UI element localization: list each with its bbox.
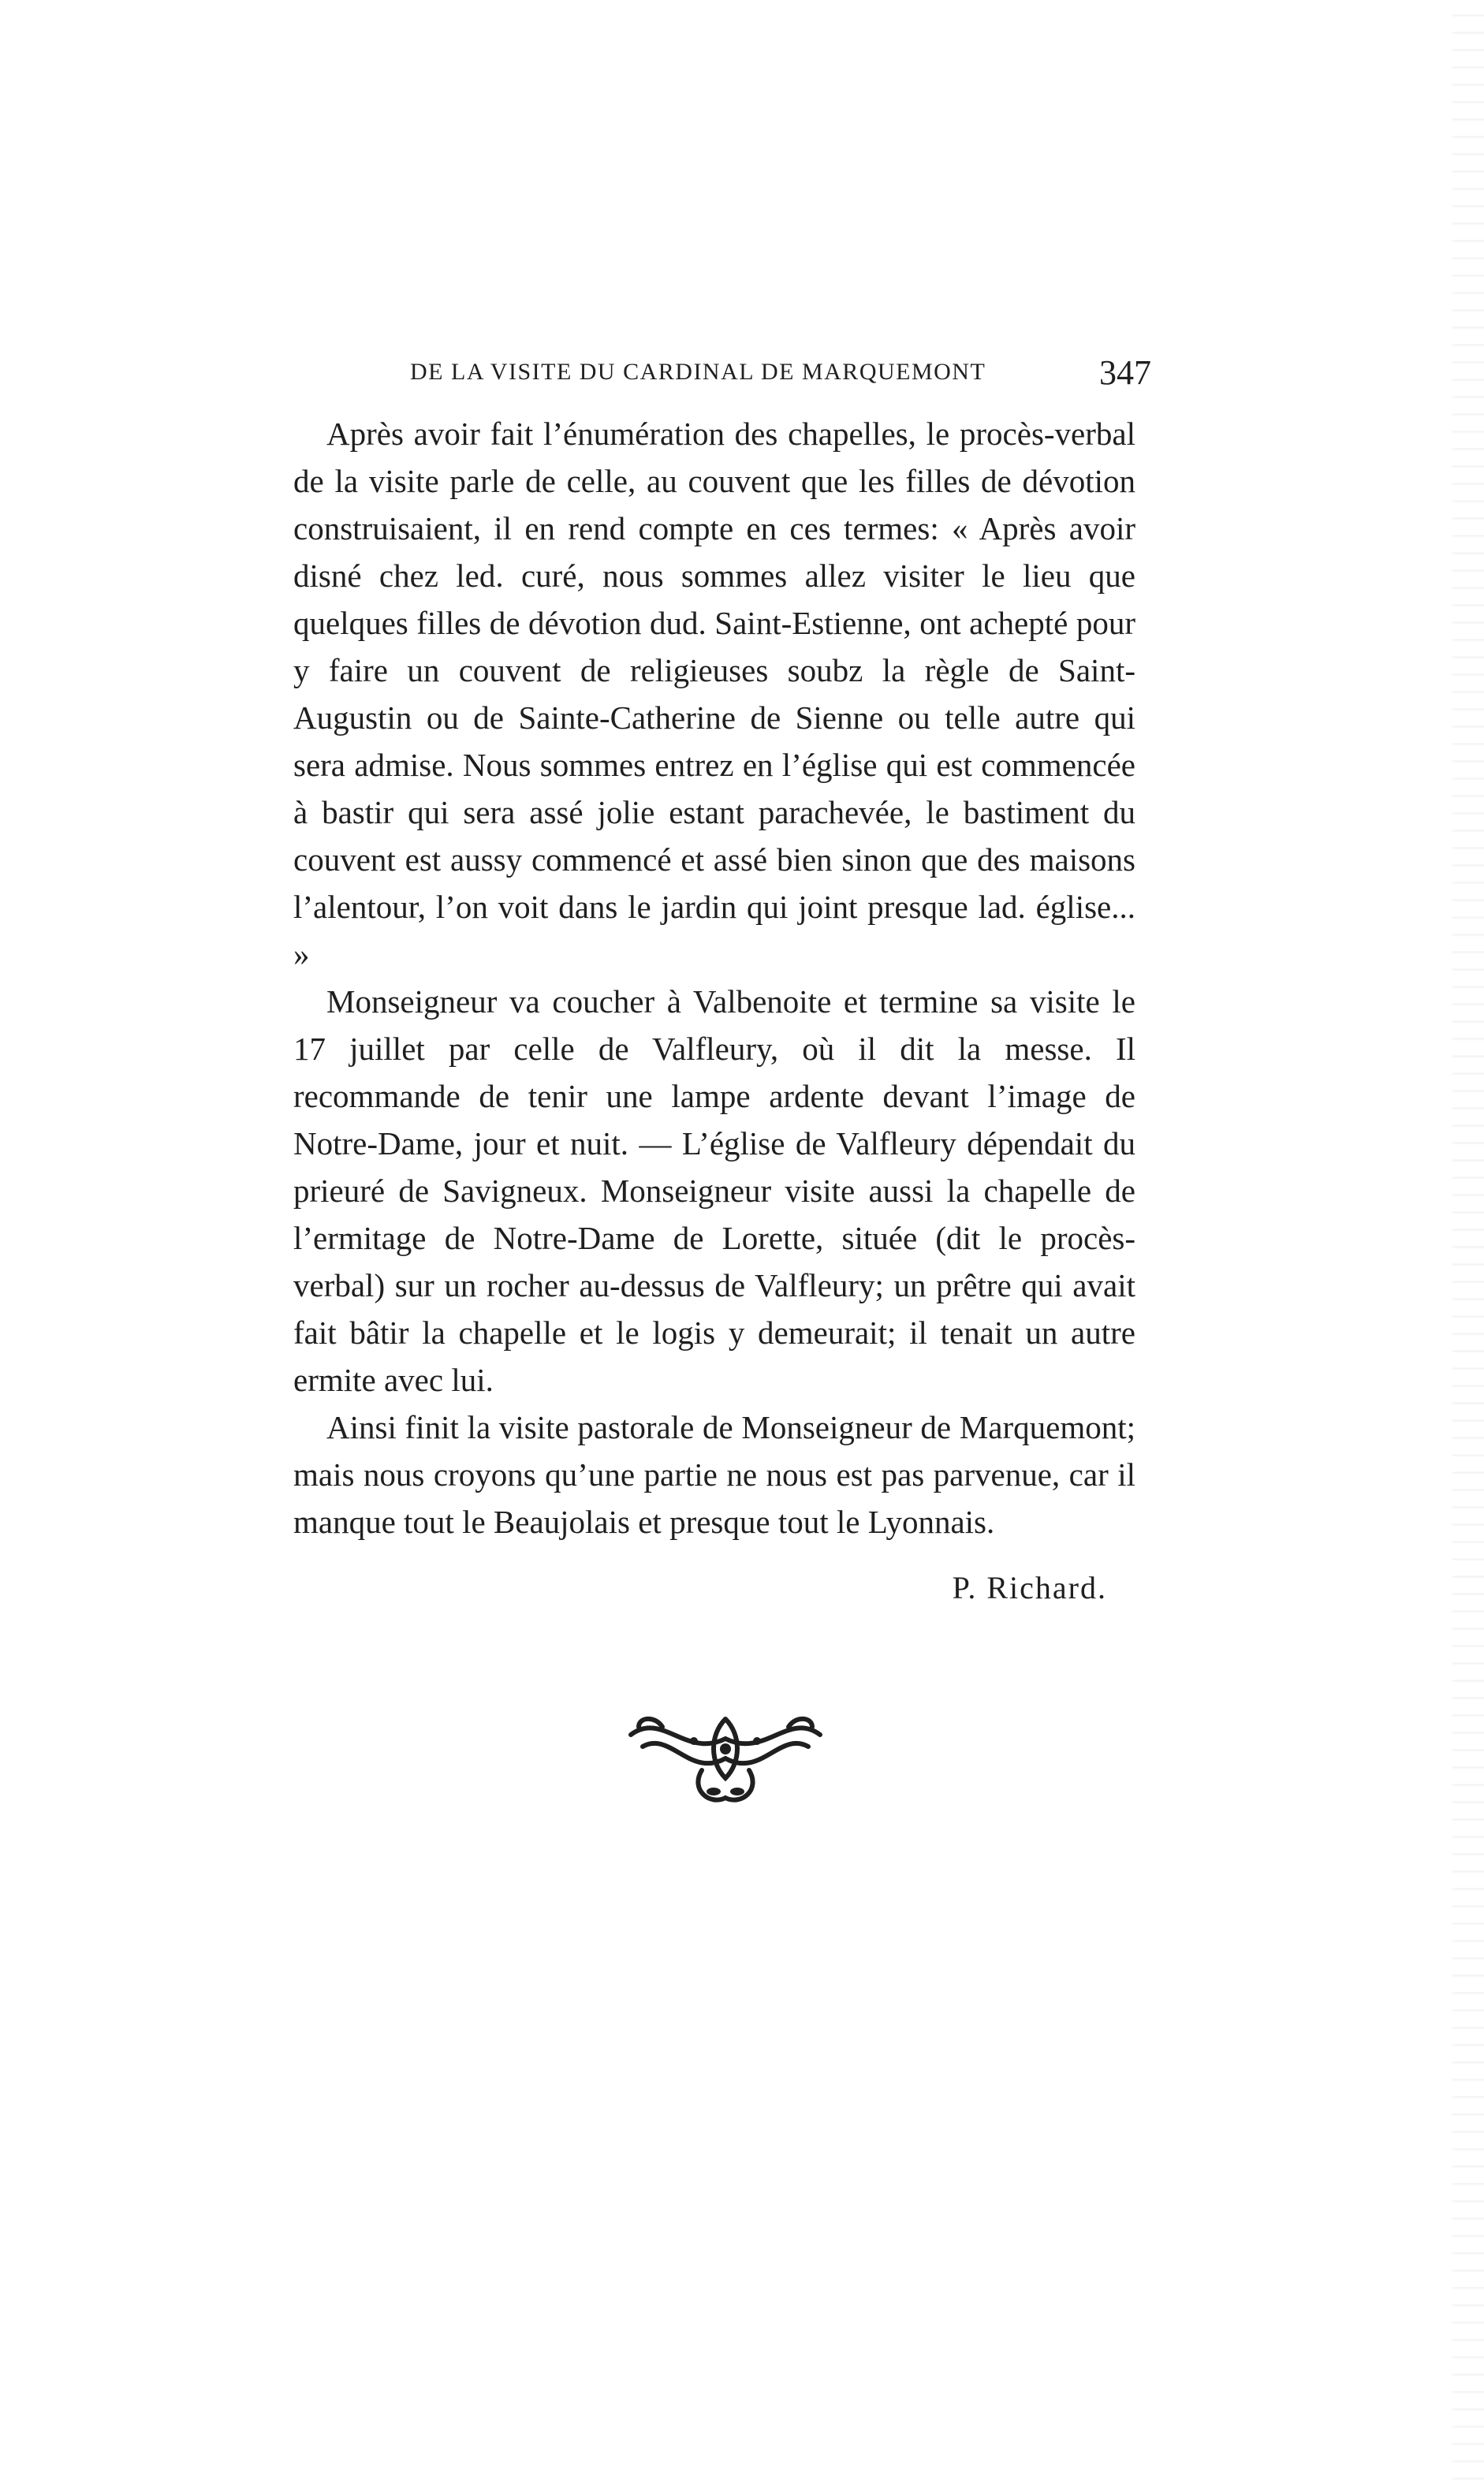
page-number: 347 [1099, 353, 1151, 392]
scan-edge [1452, 0, 1484, 2487]
paragraph: Ainsi finit la visite pastorale de Monseigneur de Marquemont; mais nous croyons qu’une partie ne nous est pas parvenue, car il manque tout le Beaujolais et presque tout le Lyonnais. [293, 1409, 1135, 1540]
fleuron-ornament-icon [615, 1703, 836, 1814]
paragraph: Monseigneur va coucher à Valbenoite et termine sa visite le 17 juillet par celle de Valfleury, où il dit la messe. Il recommande de tenir une lampe ardente devant l’image de Notre-Dame, jour et nuit. — L’église de Valfleury dépendait du prieuré de Savigneux. Monseigneur visite aussi la chapelle de l’ermitage de Notre-Dame de Lorette, située (dit le procès-verbal) sur un rocher au-dessus de Valfleury; un prêtre qui avait fait bâtir la chapelle et le logis y demeurait; il tenait un autre ermite avec lui. [293, 983, 1135, 1398]
author-signature: P. Richard. [952, 1570, 1107, 1605]
paragraph: Après avoir fait l’énumération des chapelles, le procès-verbal de la visite parle de celle, au couvent que les filles de dévotion construisaient, il en rend compte en ces termes: « Après avoir disné chez led. curé, nous sommes allez visiter le lieu que quelques filles de dévotion dud. Saint-Estienne, ont achepté pour y faire un couvent de religieuses soubz la règle de Saint-Augustin ou de Sainte-Catherine de Sienne ou telle autre qui sera admise. Nous sommes entrez en l’église qui est commencée à bastir qui sera assé jolie estant parachevée, le bastiment du couvent est aussy commencé et assé bien sinon que des maisons l’alentour, l’on voit dans le jardin qui joint presque lad. église... » [293, 416, 1135, 972]
fleuron-ornament-svg [615, 1703, 836, 1814]
running-title: DE LA VISITE DU CARDINAL DE MARQUEMONT [410, 359, 986, 385]
body-text [293, 410, 1135, 1546]
page-header [410, 353, 1151, 406]
